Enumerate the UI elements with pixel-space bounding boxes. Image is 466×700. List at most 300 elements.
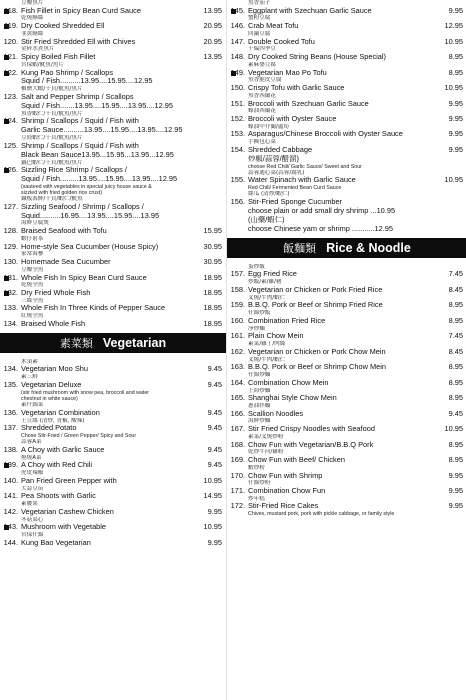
menu-item-chinese-name: 紅燒全魚 [21,313,44,320]
menu-item-number: 136. [3,408,18,417]
menu-item-price: 9.95 [207,507,222,516]
menu-item-chinese-name: 蛋炒飯 [248,263,265,270]
menu-item [227,108,466,123]
menu-item-price: 8.95 [448,456,463,465]
menu-item-chinese-name: 什錦炒飯 [248,310,271,317]
menu-item-number: 131. [3,273,18,282]
menu-item-chinese-name: 乾炒牛河/雞粉 [248,449,284,456]
menu-item-price: 9.95 [448,502,463,511]
menu-item-name: Crab Meat Tofu [248,22,299,31]
menu-item-number: 125. [3,141,18,150]
menu-item [0,111,226,135]
menu-item-line [0,304,224,313]
menu-item-name: Crispy Tofu with Garlic Sauce [248,84,345,93]
menu-item-number: 127. [3,202,18,211]
menu-item [227,46,466,61]
menu-item-number: 146. [230,22,245,31]
menu-item-chinese-name: 素什錦菜 [21,402,44,409]
menu-item-name: Whole Fish In Spicy Bean Curd Sauce [21,273,147,282]
menu-item-name: Egg Fried Rice [248,270,297,279]
menu-item-number: 138. [3,445,18,454]
menu-item-line [0,7,224,16]
menu-item-chinese-name: 素腰果 [21,501,38,508]
menu-item-price: 9.45 [207,461,222,470]
menu-item-line [0,446,224,455]
menu-item [227,170,466,192]
menu-item [227,341,466,356]
menu-item-price: 8.95 [448,301,463,310]
menu-item-price: 7.45 [448,270,463,279]
menu-item-price: 13.95 [203,53,222,62]
menu-item-price: 30.95 [203,242,222,251]
menu-item-price: 20.95 [203,22,222,31]
menu-item-number: 162. [230,347,245,356]
menu-item [0,313,226,328]
menu-item-number: 142. [3,507,18,516]
menu-item-name: Shredded Cabbage [248,145,313,154]
menu-item-number: 123. [3,92,18,101]
menu-item-chinese-name: 宮保什錦 [21,531,44,538]
menu-item-chinese-name: 宮保蝦/魷魚/魚片 [21,61,64,68]
menu-item-price: 8.95 [448,316,463,325]
menu-item-number: 154. [230,145,245,154]
menu-item-note: choose Red Chili/ Garlic Sauce/ Sweet and Sour [248,163,362,170]
menu-item-chinese-name: 豆豉蝦仁/干貝/魷魚/魚片 [21,135,83,142]
menu-item-line [227,69,465,78]
menu-item-number: 166. [230,409,245,418]
menu-item-name: Whole Fish In Three Kinds of Pepper Sauce [21,304,166,313]
menu-item-number: 135. [3,380,18,389]
menu-item-name: Braised Whole Fish [21,319,86,328]
menu-item-price: 18.95 [203,289,222,297]
menu-item-number: 126. [3,166,18,175]
menu-item-number: 132. [3,289,18,297]
menu-item [227,372,466,387]
menu-item-chinese-name: 絲瓜 (清炒/蝦仁) [248,191,290,198]
menu-item-chinese-name: 素麻婆豆腐 [248,61,276,68]
menu-item-name: Water Spinach with Garlic Sauce [248,176,356,185]
menu-item-number: 130. [3,258,18,267]
menu-item-price: 9.45 [207,445,222,454]
menu-item-detail: Squid / Fish.........13.95....15.95....13.95....12.95 [21,174,178,183]
menu-item [0,46,226,61]
menu-item [227,31,466,46]
menu-item-chinese-name: 乾燒鱔絲 [21,15,44,22]
menu-item [227,124,466,139]
menu-item-line [0,258,224,267]
menu-item [227,403,466,418]
menu-item [0,501,226,516]
menu-item [227,93,466,108]
menu-item-chinese-name: 什錦炒麵 [248,372,271,379]
menu-item-line [227,7,465,16]
menu-item-note: (stir fried mushroom with snow pea, broccoli and water [21,389,150,396]
menu-item-name: A Choy with Red Chili [21,461,93,470]
menu-item-name: Fish Fillet in Spicy Bean Curd Sauce [21,6,141,15]
menu-item-price: 10.95 [444,84,463,93]
menu-item-number: 129. [3,242,18,251]
menu-item-chinese-name: 蝦仔射茶 [21,235,44,242]
menu-item-price: 10.95 [203,476,222,485]
menu-item-name: Vegetarian or Chicken or Pork Chow Mein [248,347,386,356]
menu-item-chinese-name: 炒飯/素/雞/豬 [248,279,282,286]
menu-item-price: 10.95 [444,176,463,185]
menu-item-chinese-name: 冬菇菜心 [21,516,44,523]
menu-item-price: 9.95 [448,114,463,123]
menu-item-number: 144. [3,538,18,547]
menu-item-number: 167. [230,425,245,434]
menu-item-number: 147. [230,37,245,46]
menu-item-name: Shrimp / Scallops / Squid / Fish with [21,117,139,126]
menu-item-note: (sauteed with vegetables in special juicy house sauce & [21,183,152,190]
menu-item [227,264,466,279]
menu-item [0,517,226,532]
menu-item-chinese-name: 干煸四季豆 [248,46,276,53]
menu-item-number: 153. [230,130,245,139]
menu-item [0,196,226,220]
menu-item-detail: Squid / Fish.......13.95....15.95....13.95....12.95 [21,101,174,110]
menu-item-name: Vegetarian Combination [21,408,100,417]
menu-item-chinese-name: 海鮮豆腐煲 [21,220,49,227]
menu-item-number: 122. [3,68,18,77]
vegetable-list [227,0,466,234]
menu-item-number: 168. [230,440,245,449]
menu-item-number: 151. [230,99,245,108]
menu-item-chinese-name: 豆瓣全魚 [21,266,44,273]
menu-item-number: 169. [230,456,245,465]
menu-item-name: Asparagus/Chinese Broccoli with Oyster Sauce [248,130,403,139]
menu-item [227,326,466,341]
menu-item-name: Shredded Potato [21,424,77,433]
menu-item-price: 9.95 [448,145,463,154]
menu-item-chinese-name: 魚香茄子 [248,0,271,6]
menu-item [0,31,226,46]
menu-item-line [227,487,465,496]
menu-item-line [0,69,224,78]
menu-item [0,374,226,402]
menu-item-number: 172. [230,502,245,511]
menu-item-number: 140. [3,476,18,485]
menu-item-name: Broccoli with Szechuan Garlic Sauce [248,99,369,108]
menu-item-line [227,84,465,93]
left-column [0,0,226,700]
menu-item-line [227,425,465,434]
menu-item [0,418,226,440]
menu-item-name: Eggplant with Szechuan Garlic Sauce [248,6,372,15]
menu-item-name: Stir Fried Crispy Noodles with Seafood [248,425,375,434]
menu-item-name: Shanghai Style Chow Mein [248,394,337,403]
menu-item [0,282,226,297]
menu-item-chinese-name: 鐵板海鮮/干貝/蝦仁/魷魚 [21,196,83,203]
menu-item-note: Chose Stir-Fried / Green Pepper/ Spicy and Sour [21,432,137,439]
menu-item-price: 8.95 [448,378,463,387]
menu-item-number: 121. [3,53,18,62]
menu-item [227,77,466,92]
menu-item-chinese-name: 三絲全魚 [21,297,44,304]
menu-item-price: 30.95 [203,258,222,267]
menu-item-price: 7.45 [448,332,463,341]
menu-item-price: 8.95 [448,53,463,62]
menu-item-line [227,363,465,372]
menu-item-note: Red Chili/ Fermented Bean Curd Sauce [248,185,342,192]
menu-item-line [227,22,465,31]
menu-item-chinese-name: 上海炒麵 [248,387,271,394]
menu-item [227,295,466,310]
menu-item-number: 137. [3,424,18,433]
vegetarian-header [0,333,226,353]
menu-item [227,15,466,30]
rice-noodle-header-chinese: 飯麵類 [283,241,317,255]
menu-item [227,449,466,464]
menu-item-chinese-name: 魚香西蘭花 [248,92,276,99]
menu-item [0,251,226,266]
menu-item [0,532,226,547]
menu-item-price: 14.95 [203,492,222,501]
menu-item-number: 134. [3,319,18,328]
menu-item-chinese-name: 海鮮炒麵 [248,418,271,425]
menu-item-line [0,166,224,175]
menu-item-name: Pea Shoots with Garlic [21,492,96,501]
menu-item-chinese-name: 燒燒A菜 [21,454,42,461]
menu-item-line [0,539,224,548]
menu-item-line [0,227,224,236]
menu-item-line [227,53,465,62]
menu-item-price: 18.95 [203,319,222,328]
menu-item-number: 160. [230,316,245,325]
menu-item [0,220,226,235]
menu-item [227,357,466,372]
menu-item-detail: Garlic Sauce..........13.95....15.95....13.95....12.95 [21,126,183,135]
menu-item-name: Double Cooked Tofu [248,37,315,46]
menu-item-line [227,379,465,388]
menu-item-number: 118. [4,6,18,15]
menu-item [0,135,226,159]
menu-item-number: 148. [230,53,245,62]
menu-item-name: Sizzling Rice Shrimp / Scallops / [21,166,127,175]
menu-item-line [227,394,465,403]
menu-item-line [227,270,465,279]
menu-item [227,465,466,480]
menu-item-line [227,130,465,139]
menu-item [0,15,226,30]
menu-item-chinese-name: 蠔油中介蘭/蘆筍 [248,123,290,130]
menu-item-number: 155. [230,176,245,185]
menu-item-line [227,410,465,419]
menu-item [227,434,466,449]
menu-item-number: 119. [4,22,18,31]
menu-item-name: B.B.Q. Pork or Beef or Shrimp Chow Mein [248,363,387,372]
menu-item-line [227,100,465,109]
menu-item-name: Chow Fun with Vegetarian/B.B.Q Pork [248,440,374,449]
menu-item [0,236,226,251]
menu-item [0,298,226,313]
menu-item-price: 20.95 [203,37,222,46]
menu-item-line [227,348,465,357]
menu-item-line [0,424,224,433]
rice-noodle-header [227,238,466,258]
menu-item-number: 124. [3,117,18,126]
menu-item-line [227,176,465,185]
menu-item-number: 164. [230,378,245,387]
menu-item-chinese-name: 蔥油拌麵 [248,402,271,409]
menu-item-chinese-name: 淨炒麵 [248,325,265,332]
menu-item [0,439,226,454]
menu-item-price: 9.45 [207,424,222,433]
menu-item-line [0,365,224,374]
menu-item-chinese-name: 素菜/雞丁/肉絲 [248,341,286,348]
rice-noodle-header-english: Rice & Noodle [326,240,411,255]
menu-item-line [0,492,224,501]
menu-item-number: 157. [230,270,245,279]
menu-item-line [0,22,224,31]
menu-item-chinese-name: 叉燒/牛肉/蝦仁 [248,294,286,301]
menu-item-line [0,274,224,283]
menu-item-detail: Squid..........16.95....13.95....15.95....13.95 [21,211,160,220]
menu-item-chinese-name: 虎皮辣椒 [21,470,44,477]
menu-item-name: Plain Chow Mein [248,332,304,341]
menu-item-name: Combination Chow Fun [248,487,326,495]
menu-item-number: 156. [230,198,245,207]
menu-item-name: Chow Fun with Shrimp [248,471,323,480]
menu-item-price: 8.45 [448,285,463,294]
menu-item [227,139,466,169]
menu-item-number: 163. [230,363,245,372]
menu-item-name: Home-style Sea Cucumber (House Spicy) [21,242,159,251]
menu-item-chinese-name: 蠔油西蘭花 [248,108,276,115]
menu-item-name: Vegetarian Mao Po Tofu [248,68,327,77]
menu-item-detail: 炒椒/蒜蓉/醋溜) [248,154,299,163]
menu-item [227,496,466,518]
menu-item-price: 8.95 [448,68,463,77]
menu-item-line [0,142,224,151]
menu-item-detail: choose Chinese yam or shrimp ...........12.95 [248,224,394,233]
menu-item-line [0,523,224,532]
menu-item-number: 150. [230,84,245,93]
menu-item-chinese-name: 木須素 [21,358,38,365]
menu-item-chinese-name: 大蒜豆苗 [21,485,44,492]
menu-item-chinese-name: 鍋巴蝦仁/干貝/魷魚/魚片 [21,159,83,166]
menu-item-price: 15.95 [203,227,222,236]
menu-item-chinese-name: 素三鮮 [21,374,38,381]
menu-item-name: Vegetarian or Chicken or Pork Fried Rice [248,285,383,294]
menu-item-name: Dry Cooked String Beans (House Special) [248,53,387,62]
menu-item-chinese-name: 什錦炒粉 [248,480,271,487]
menu-item-number: 161. [230,332,245,341]
menu-item-number: 159. [230,301,245,310]
menu-item-line [227,115,465,124]
menu-item-line [227,441,465,450]
menu-item-chinese-name: 魚香脆皮豆腐 [248,77,282,84]
menu-item-number: 120. [3,37,18,46]
menu-item-chinese-name: 素菜/叉燒炒粉 [248,433,284,440]
menu-item-number: 152. [230,114,245,123]
menu-item-name: Vegetarian Cashew Chicken [21,507,114,516]
menu-item [0,359,226,374]
menu-item [227,62,466,77]
vegetarian-header-chinese: 素菜類 [59,336,93,350]
menu-item-number: 141. [3,492,18,501]
menu-item-number: 170. [230,471,245,480]
menu-item-note: Chives, mustard pork, pork with pickle cabbage, or family style [248,511,395,518]
menu-item-detail: Black Bean Sauce13.95...15.95...13.95...12.95 [21,150,174,159]
menu-item-note: chestnut in white sauce) [21,395,78,402]
menu-item [227,0,466,15]
menu-item [0,267,226,282]
menu-item-name: Kung Bao Vegetarian [21,538,91,547]
menu-item-chinese-name: 炒年糕 [248,495,265,502]
menu-item [0,86,226,110]
menu-item-line [0,38,224,47]
menu-item [0,160,226,197]
menu-item-line [0,243,224,252]
menu-item-price: 8.95 [448,363,463,372]
menu-item-note: sizzled with fried golden rice crust) [21,189,102,196]
menu-item [0,486,226,501]
menu-item [227,191,466,233]
menu-item [0,62,226,86]
menu-item-chinese-name: 椒鹽大蝦/干貝/魷魚/魚片 [21,86,83,93]
menu-item-name: Dry Fried Whole Fish [21,289,91,297]
menu-item-number: 139. [3,461,18,470]
menu-item-price: 9.45 [207,408,222,417]
menu-item [227,279,466,294]
vegetarian-list [0,359,226,548]
menu-item-price: 9.95 [448,6,463,15]
menu-item-line [227,317,465,326]
menu-item-price: 12.95 [444,22,463,31]
menu-item-name: B.B.Q. Pork or Beef or Shrimp Fried Rice [248,301,383,310]
menu-item [0,455,226,470]
menu-item-chinese-name: 蟹粉豆腐 [248,15,271,22]
menu-item-line [0,203,224,212]
menu-item-chinese-name: 回鍋豆腐 [248,30,271,37]
menu-item-number: 158. [230,285,245,294]
menu-item-number: 165. [230,394,245,403]
menu-item-chinese-name: 蒜蓉A菜 [21,439,42,446]
menu-item-price: 9.95 [448,487,463,495]
menu-item-line [0,320,224,329]
menu-item-price: 10.95 [203,523,222,532]
menu-item-line [0,289,224,298]
menu-item [0,470,226,485]
menu-item-name: Vegetarian Moo Shu [21,365,88,374]
menu-item-price: 9.95 [207,538,222,547]
menu-item-line [0,409,224,418]
menu-item-line [227,38,465,47]
menu-item-name: Pan Fried Green Pepper with [21,476,117,485]
menu-item-line [0,53,224,62]
menu-item-line [227,502,465,511]
menu-item-name: Combination Chow Mein [248,378,329,387]
menu-item-price: 18.95 [203,273,222,282]
menu-item-line [227,301,465,310]
menu-item-line [227,286,465,295]
menu-item-name: Kung Pao Shrimp / Scallops [21,68,114,77]
menu-item-price: 9.95 [448,130,463,139]
menu-item-chinese-name: 豆瓣魚片 [21,0,44,6]
menu-item-price: 10.95 [444,37,463,46]
menu-item-price: 10.95 [444,425,463,434]
menu-item-name: Sizzling Seafood / Shrimp / Scallops / [21,202,144,211]
menu-item-price: 8.95 [448,440,463,449]
seafood-list [0,0,226,329]
right-column [226,0,466,700]
menu-item-chinese-name: 蝦炒粉 [248,464,265,471]
menu-item-price: 18.95 [203,304,222,313]
menu-item [0,0,226,15]
menu-item-name: Dry Cooked Shredded Ell [21,22,105,31]
menu-item-price: 9.95 [448,471,463,480]
